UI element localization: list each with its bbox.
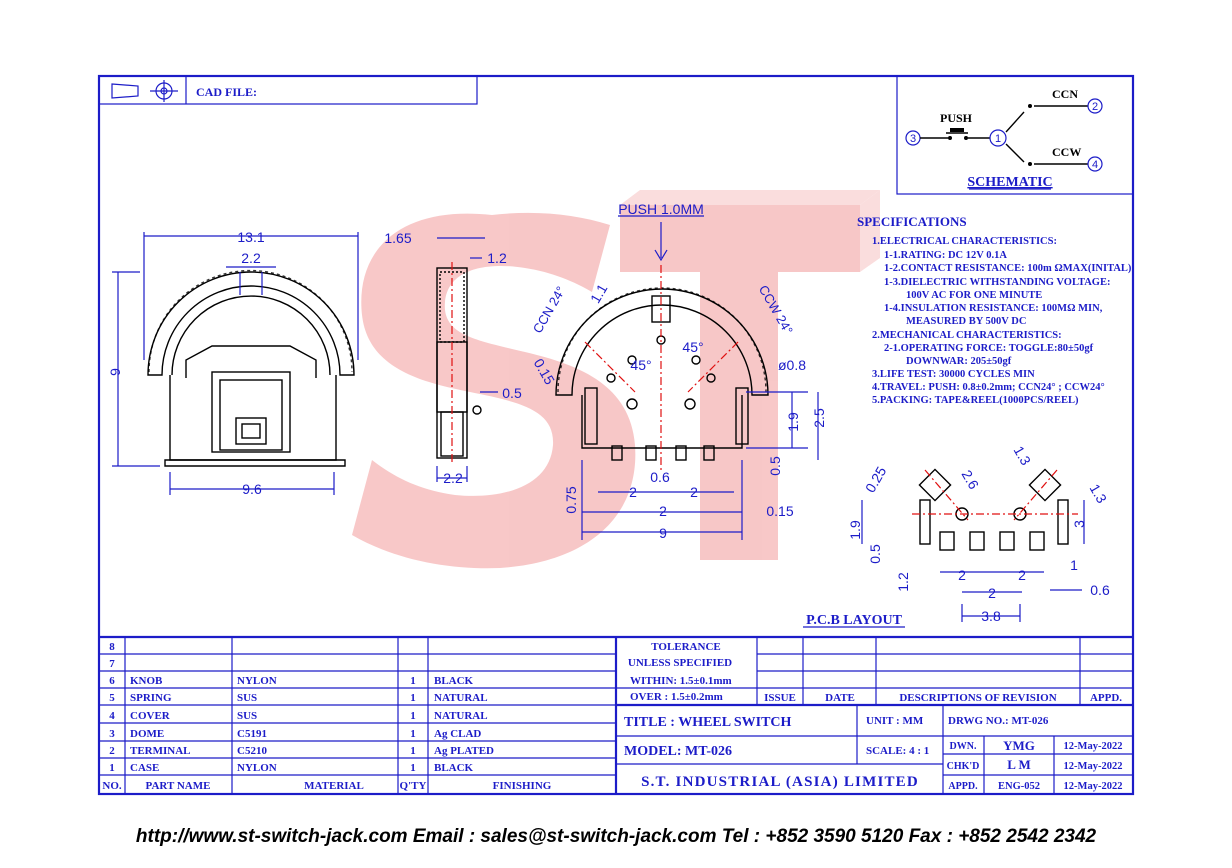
front-dim-height: 9 — [107, 368, 123, 376]
pcb-dim-p13: 3.8 — [981, 608, 1001, 624]
bom-row-no: 1 — [109, 762, 115, 774]
appd-date: 12-May-2022 — [1063, 781, 1123, 792]
side-dim-2: 1.2 — [487, 250, 507, 266]
drawing-title: TITLE : WHEEL SWITCH — [624, 715, 792, 730]
center-dim-a5: ø0.8 — [777, 357, 807, 373]
bom-row-qty: 1 — [410, 745, 416, 757]
spec-line: 2.MECHANICAL CHARACTERISTICS: — [872, 330, 1062, 341]
revision-header-issue: ISSUE — [764, 692, 796, 704]
pcb-title: P.C.B LAYOUT — [806, 613, 902, 628]
center-dim-b1: 0.6 — [650, 469, 670, 485]
spec-line: DOWNWAR: 205±50gf — [906, 356, 1012, 367]
bom-header-part: PART NAME — [145, 780, 211, 792]
drawing-number: DRWG NO.: MT-026 — [948, 715, 1049, 727]
appd-label: APPD. — [948, 781, 978, 792]
center-angle-45-left: 45° — [630, 357, 652, 373]
schematic-node-2: 2 — [1091, 101, 1099, 113]
bom-row-no: 4 — [109, 710, 115, 722]
center-dim-b5: 9 — [659, 525, 667, 541]
front-view — [107, 229, 358, 497]
spec-line: 1-1.RATING: DC 12V 0.1A — [884, 250, 1007, 261]
spec-line: 1-4.INSULATION RESISTANCE: 100MΩ MIN, — [884, 303, 1103, 314]
bom-header-material: MATERIAL — [304, 780, 364, 792]
bom-row-finish: Ag PLATED — [434, 745, 494, 757]
pcb-dim-p6: 0.5 — [867, 544, 883, 564]
bom-row-material: NYLON — [237, 675, 277, 687]
bom-header-finish: FINISHING — [492, 780, 552, 792]
chkd-value: L M — [1007, 757, 1031, 772]
bom-row-no: 3 — [109, 728, 115, 740]
bom-row-finish: NATURAL — [434, 710, 488, 722]
front-dim-knob: 2.2 — [241, 250, 261, 266]
spec-line: 2-1.OPERATING FORCE: TOGGLE:80±50gf — [884, 343, 1094, 354]
center-dim-b4: 2 — [659, 503, 667, 519]
front-dim-top: 13.1 — [237, 229, 265, 245]
bom-row-qty: 1 — [410, 728, 416, 740]
side-dim-3: 0.5 — [502, 385, 522, 401]
pcb-layout — [803, 443, 1110, 628]
bom-row-no: 2 — [109, 745, 115, 757]
bom-row-no: 8 — [109, 641, 115, 653]
schematic-ccn-label: CCN — [1052, 87, 1078, 101]
bom-header-qty: Q'TY — [399, 780, 427, 792]
bom-row-part: KNOB — [130, 675, 163, 687]
model-label: MODEL: MT-026 — [624, 744, 732, 759]
bom-row-part: TERMINAL — [130, 745, 191, 757]
bom-row-qty: 1 — [410, 692, 416, 704]
pcb-dim-p8: 2 — [958, 567, 966, 583]
bom-row-part: CASE — [130, 762, 160, 774]
spec-line: 3.LIFE TEST: 30000 CYCLES MIN — [872, 369, 1035, 380]
bom-row-finish: BLACK — [434, 675, 474, 687]
schematic — [897, 76, 1133, 194]
spec-line: MEASURED BY 500V DC — [906, 316, 1027, 327]
pcb-dim-p11: 1 — [1070, 557, 1078, 573]
schematic-node-4: 4 — [1091, 159, 1099, 171]
center-dim-a4: 0.15 — [530, 355, 559, 388]
bom-row-material: SUS — [237, 692, 258, 704]
spec-title: SPECIFICATIONS — [857, 214, 967, 229]
pcb-dim-p5: 1.9 — [847, 520, 863, 540]
dwn-value: YMG — [1003, 738, 1035, 753]
revision-header-appd: APPD. — [1089, 692, 1123, 704]
pcb-dim-p2: 0.25 — [861, 463, 890, 496]
spec-line: 100V AC FOR ONE MINUTE — [906, 290, 1043, 301]
pcb-dim-p12: 0.6 — [1090, 582, 1110, 598]
dwn-date: 12-May-2022 — [1063, 741, 1123, 752]
bom-row-material: SUS — [237, 710, 258, 722]
unit-label: UNIT : MM — [866, 715, 924, 727]
bom-header-no: NO. — [102, 780, 122, 792]
tolerance-title: TOLERANCE — [651, 641, 721, 653]
schematic-node-3: 3 — [909, 133, 917, 145]
center-ccn-angle: CCN 24° — [529, 283, 569, 336]
spec-line: 4.TRAVEL: PUSH: 0.8±0.2mm; CCN24° ; CCW24° — [872, 382, 1105, 393]
pcb-dim-p9: 2 — [1018, 567, 1026, 583]
tolerance-within: WITHIN: 1.5±0.1mm — [630, 675, 732, 687]
chkd-label: CHK'D — [946, 761, 980, 772]
contact-footer: http://www.st-switch-jack.com Email : sales@st-switch-jack.com Tel : +852 3590 5120 Fax : +852 2542 2342 — [135, 826, 1097, 847]
push-label: PUSH 1.0MM — [618, 201, 704, 217]
schematic-node-1: 1 — [994, 133, 1002, 145]
spec-line: 1-2.CONTACT RESISTANCE: 100m ΩMAX(INITAL) — [884, 263, 1132, 274]
revision-header-date: DATE — [825, 692, 855, 704]
center-ccw-angle: CCW 24° — [755, 282, 796, 338]
side-dim-1: 1.65 — [384, 230, 412, 246]
cad-file-header — [99, 76, 477, 104]
tolerance-subtitle: UNLESS SPECIFIED — [627, 657, 733, 669]
schematic-title: SCHEMATIC — [967, 175, 1053, 190]
appd-value: ENG-052 — [998, 781, 1040, 792]
revision-header-desc: DESCRIPTIONS OF REVISION — [899, 692, 1057, 704]
pcb-dim-p7: 1.2 — [895, 572, 911, 592]
pcb-dim-p10: 2 — [988, 585, 996, 601]
spec-line: 1-3.DIELECTRIC WITHSTANDING VOLTAGE: — [884, 277, 1111, 288]
bom-row-material: C5191 — [237, 728, 267, 740]
front-dim-base: 9.6 — [242, 481, 262, 497]
scale-label: SCALE: 4 : 1 — [866, 745, 930, 757]
chkd-date: 12-May-2022 — [1063, 761, 1123, 772]
bom-row-qty: 1 — [410, 675, 416, 687]
dwn-label: DWN. — [949, 741, 977, 752]
bom-row-no: 7 — [109, 658, 115, 670]
center-dim-b2: 2 — [629, 484, 637, 500]
pcb-dim-p1: 1.3 — [1010, 443, 1035, 468]
bom-row-part: DOME — [130, 728, 165, 740]
title-block — [616, 705, 1133, 794]
pcb-dim-p14: 3 — [1071, 520, 1087, 528]
tolerance-over: OVER : 1.5±0.2mm — [630, 691, 723, 703]
center-dim-b10: 2.5 — [811, 408, 827, 428]
bom-row-finish: NATURAL — [434, 692, 488, 704]
pcb-dim-p3: 2.6 — [958, 467, 983, 492]
center-dim-b9: 1.9 — [785, 412, 801, 432]
center-dim-a1: 1.1 — [586, 281, 611, 306]
center-angle-45-right: 45° — [682, 339, 704, 355]
bom-row-finish: Ag CLAD — [434, 728, 482, 740]
bom-row-finish: BLACK — [434, 762, 474, 774]
pcb-dim-p4: 1.3 — [1086, 481, 1111, 506]
bom-row-no: 6 — [109, 675, 115, 687]
bom-row-material: C5210 — [237, 745, 267, 757]
cad-file-label: CAD FILE: — [196, 85, 258, 99]
bom-row-no: 5 — [109, 692, 115, 704]
center-dim-b3: 2 — [690, 484, 698, 500]
spec-line: 1.ELECTRICAL CHARACTERISTICS: — [872, 236, 1057, 247]
center-dim-b6: 0.75 — [563, 486, 579, 514]
bom-row-qty: 1 — [410, 710, 416, 722]
schematic-push-label: PUSH — [940, 111, 973, 125]
center-dim-b8: 0.5 — [767, 456, 783, 476]
schematic-ccw-label: CCW — [1052, 145, 1082, 159]
center-dim-b7: 0.15 — [766, 503, 794, 519]
bom-row-material: NYLON — [237, 762, 277, 774]
company-name: S.T. INDUSTRIAL (ASIA) LIMITED — [641, 774, 919, 790]
side-dim-4: 2.2 — [443, 470, 463, 486]
bom-row-part: SPRING — [130, 692, 172, 704]
revision-block — [616, 637, 1133, 705]
specifications — [857, 214, 1132, 406]
bom-row-qty: 1 — [410, 762, 416, 774]
bom-row-part: COVER — [130, 710, 170, 722]
spec-line: 5.PACKING: TAPE&REEL(1000PCS/REEL) — [872, 395, 1079, 406]
